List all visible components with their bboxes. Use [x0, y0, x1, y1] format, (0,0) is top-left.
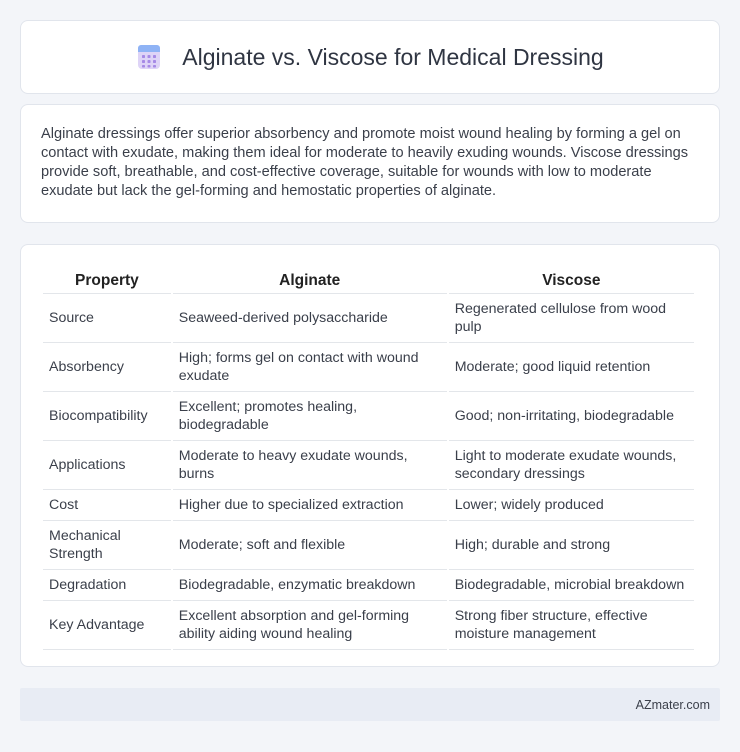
table-header-row	[43, 264, 694, 294]
viscose-cell: High; durable and strong	[449, 521, 694, 570]
header-property: Property	[43, 264, 171, 294]
alginate-cell: Higher due to specialized extraction	[173, 490, 447, 521]
table-row	[43, 601, 694, 650]
alginate-cell: High; forms gel on contact with wound exudate	[173, 343, 447, 392]
header-viscose: Viscose	[449, 264, 694, 294]
property-cell: Applications	[43, 441, 171, 490]
table-row	[43, 392, 694, 441]
footer	[20, 688, 720, 721]
alginate-cell: Biodegradable, enzymatic breakdown	[173, 570, 447, 601]
table-row	[43, 441, 694, 490]
table-row	[43, 294, 694, 343]
alginate-cell: Seaweed-derived polysaccharide	[173, 294, 447, 343]
footer-brand: AZmater.com	[635, 697, 710, 712]
viscose-cell: Strong fiber structure, effective moisture management	[449, 601, 694, 650]
viscose-cell: Moderate; good liquid retention	[449, 343, 694, 392]
property-cell: Cost	[43, 490, 171, 521]
property-cell: Source	[43, 294, 171, 343]
title-card	[20, 20, 720, 94]
viscose-cell: Biodegradable, microbial breakdown	[449, 570, 694, 601]
page-title: Alginate vs. Viscose for Medical Dressing	[182, 43, 604, 70]
alginate-cell: Excellent absorption and gel-forming ability aiding wound healing	[173, 601, 447, 650]
alginate-cell: Excellent; promotes healing, biodegradable	[173, 392, 447, 441]
header-alginate: Alginate	[173, 264, 447, 294]
summary-card	[20, 104, 720, 223]
alginate-cell: Moderate; soft and flexible	[173, 521, 447, 570]
table-row	[43, 570, 694, 601]
table-row	[43, 343, 694, 392]
comparison-table	[41, 264, 696, 650]
calculator-icon	[136, 44, 162, 70]
viscose-cell: Light to moderate exudate wounds, secondary dressings	[449, 441, 694, 490]
table-row	[43, 521, 694, 570]
property-cell: Key Advantage	[43, 601, 171, 650]
viscose-cell: Good; non-irritating, biodegradable	[449, 392, 694, 441]
property-cell: Mechanical Strength	[43, 521, 171, 570]
viscose-cell: Regenerated cellulose from wood pulp	[449, 294, 694, 343]
property-cell: Absorbency	[43, 343, 171, 392]
property-cell: Biocompatibility	[43, 392, 171, 441]
comparison-table-card	[20, 244, 720, 667]
viscose-cell: Lower; widely produced	[449, 490, 694, 521]
property-cell: Degradation	[43, 570, 171, 601]
summary-text: Alginate dressings offer superior absorbency and promote moist wound healing by forming a gel on contact with exudate, making them ideal for moderate to heavily exuding wounds. Viscose dressings provide soft, breathable, and cost-effective coverage, suitable for wounds with low to moderate exudate but lack the gel-forming and hemostatic properties of alginate.	[41, 126, 689, 199]
table-row	[43, 490, 694, 521]
alginate-cell: Moderate to heavy exudate wounds, burns	[173, 441, 447, 490]
